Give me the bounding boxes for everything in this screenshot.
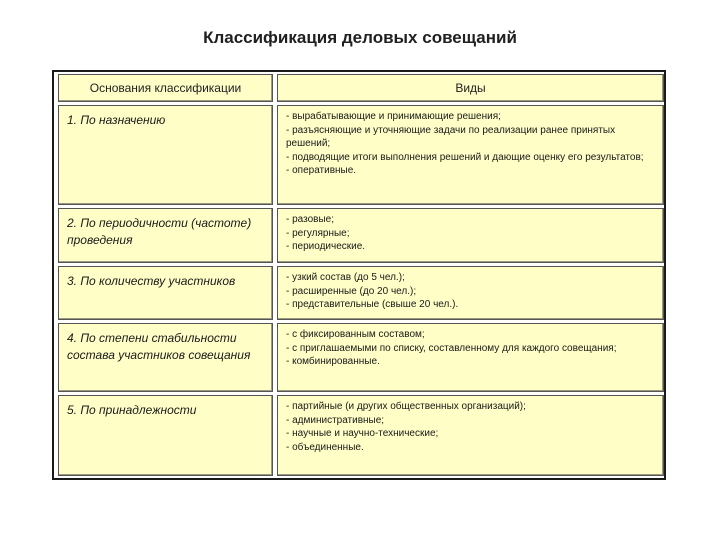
list-item: - с приглашаемыми по списку, составленному для каждого совещания; xyxy=(286,342,617,354)
list-item: - научные и научно-технические; xyxy=(286,428,439,439)
header-types: Виды xyxy=(277,74,664,102)
row-2-basis: 2. По периодичности (частоте) проведения xyxy=(58,208,273,263)
classification-table xyxy=(52,70,666,480)
list-item: - расширенные (до 20 чел.); xyxy=(286,285,417,297)
row-3-basis: 3. По количеству участников xyxy=(58,266,273,320)
list-item: - разовые; xyxy=(286,214,334,225)
row-3-types xyxy=(277,266,664,320)
row-5-basis: 5. По принадлежности xyxy=(58,395,273,476)
list-item: - узкий состав (до 5 чел.); xyxy=(286,272,405,283)
header-basis: Основания классификации xyxy=(58,74,273,102)
row-1-types xyxy=(277,105,664,205)
list-item: - представительные (свыше 20 чел.). xyxy=(286,299,459,310)
list-item: - разъясняющие и уточняющие задачи по реализации ранее принятых решений; xyxy=(286,124,616,149)
list-item: - административные; xyxy=(286,414,385,426)
list-item: - партийные (и других общественных организаций); xyxy=(286,401,526,412)
page-title: Классификация деловых совещаний xyxy=(203,28,517,47)
row-4-basis: 4. По степени стабильности состава участников совещания xyxy=(58,323,273,392)
list-item: - регулярные; xyxy=(286,227,350,239)
list-item: - периодические. xyxy=(286,241,366,252)
list-item: - объединенные. xyxy=(286,441,364,453)
row-5-types xyxy=(277,395,664,476)
row-4-types xyxy=(277,323,664,392)
list-item: - комбинированные. xyxy=(286,356,380,367)
row-2-types xyxy=(277,208,664,263)
row-1-basis: 1. По назначению xyxy=(58,105,273,205)
list-item: - вырабатывающие и принимающие решения; xyxy=(286,111,501,122)
list-item: - подводящие итоги выполнения решений и дающие оценку его результатов; xyxy=(286,151,644,163)
list-item: - с фиксированным составом; xyxy=(286,329,425,340)
list-item: - оперативные. xyxy=(286,165,357,176)
